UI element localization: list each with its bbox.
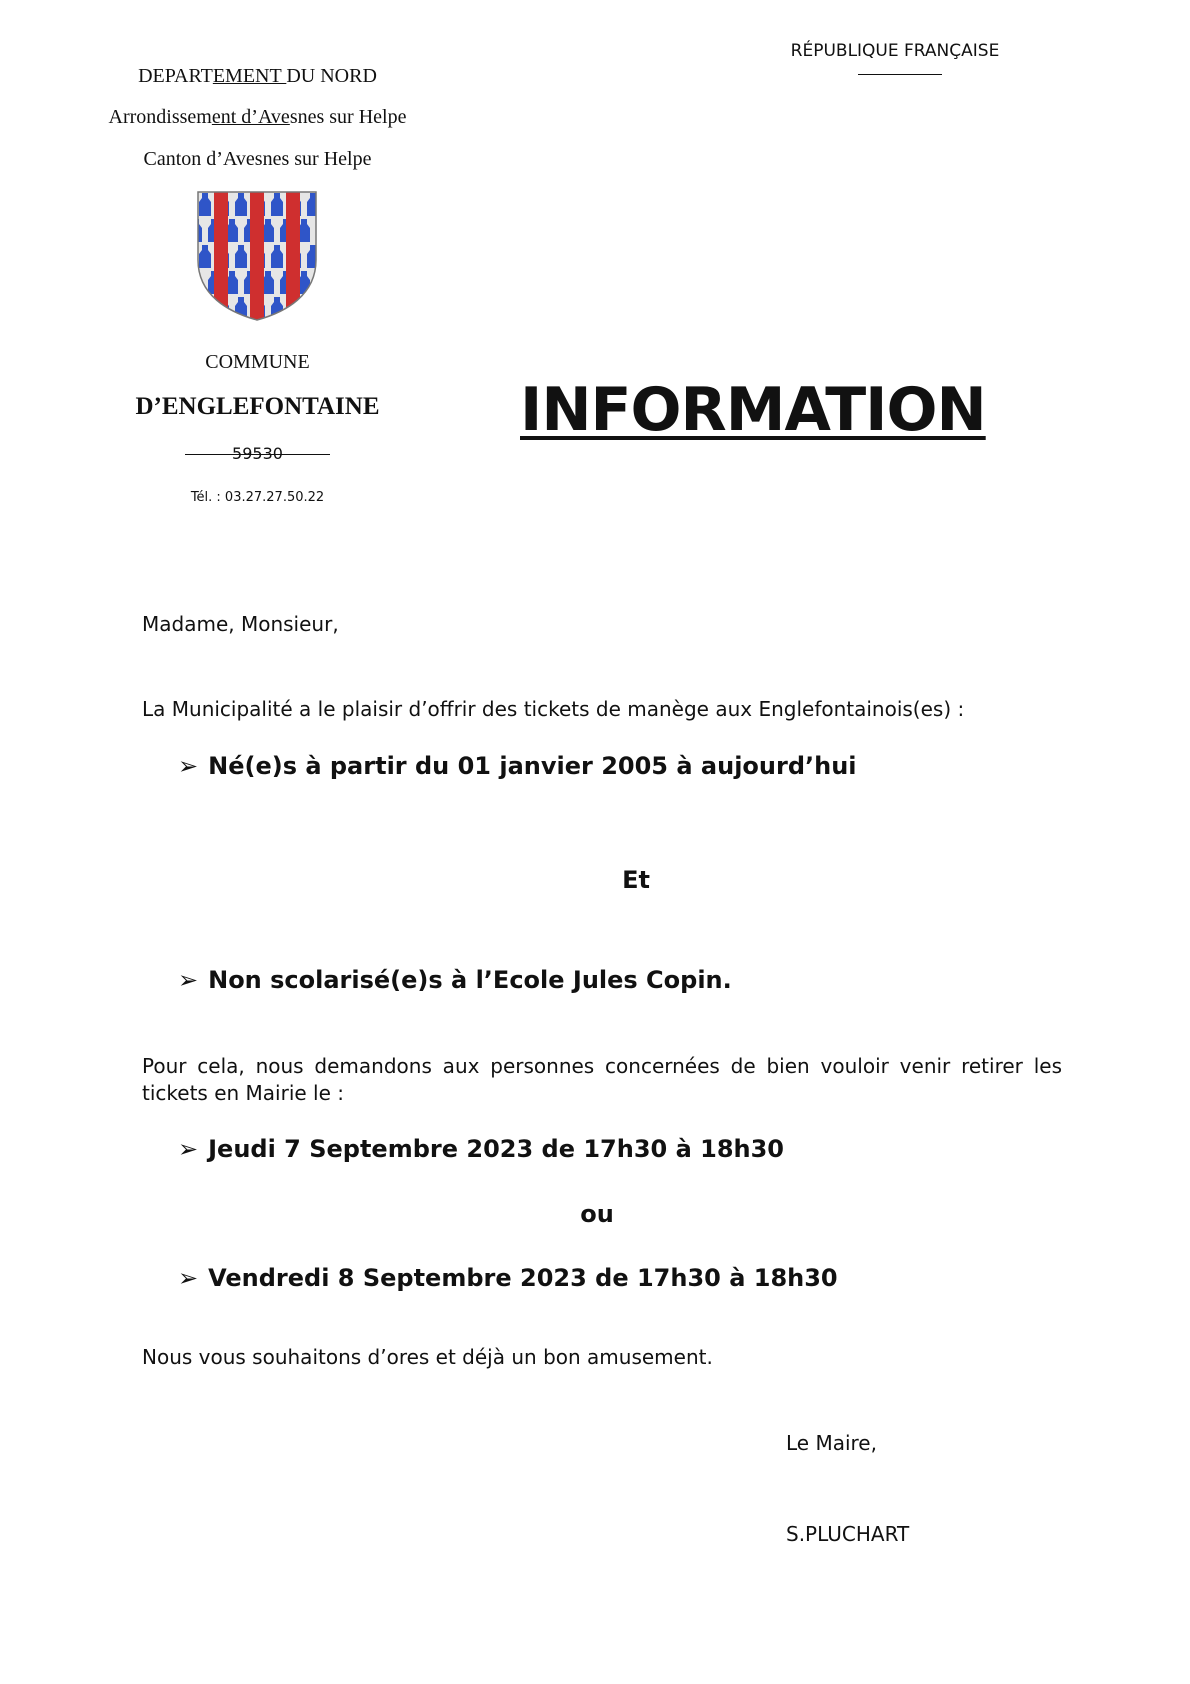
signature-name: S.PLUCHART	[786, 1522, 910, 1546]
conjunction-and: Et	[622, 866, 650, 894]
postcode	[185, 444, 330, 463]
department-prefix: DEPART	[138, 65, 213, 87]
intro-text: La Municipalité a le plaisir d’offrir des tickets de manège aux Englefontainois(es) :	[142, 697, 965, 721]
commune-label: COMMUNE	[205, 351, 310, 373]
request-text: Pour cela, nous demandons aux personnes concernées de bien vouloir venir retirer les tickets en Mairie le :	[142, 1054, 1062, 1105]
arrondissement-suffix: snes sur Helpe	[289, 106, 407, 128]
date-item	[178, 1135, 784, 1163]
signature-role: Le Maire,	[786, 1431, 877, 1455]
arrondissement-prefix: Arrondissem	[108, 106, 212, 128]
phone-number: Tél. : 03.27.27.50.22	[190, 490, 325, 505]
arrow-bullet-icon: ➢	[178, 966, 199, 994]
vair-bell	[307, 297, 318, 320]
page-title: INFORMATION	[520, 375, 986, 445]
criteria-text: Né(e)s à partir du 01 janvier 2005 à aujourd’hui	[208, 752, 857, 780]
date-item	[178, 1264, 838, 1292]
vair-bell	[199, 297, 211, 320]
arrow-bullet-icon: ➢	[178, 1264, 199, 1292]
date-text: Jeudi 7 Septembre 2023 de 17h30 à 18h30	[208, 1135, 785, 1163]
postcode-value: 59530	[232, 444, 283, 463]
pale-3	[286, 190, 300, 322]
department-suffix: DU NORD	[286, 65, 377, 87]
vair-bell	[316, 271, 318, 294]
pale-1	[214, 190, 228, 322]
canton-line: Canton d’Avesnes sur Helpe	[143, 148, 372, 170]
department-line	[85, 65, 430, 88]
criteria-item	[178, 966, 732, 994]
closing-text: Nous vous souhaitons d’ores et déjà un bon amusement.	[142, 1345, 713, 1369]
republic-label: RÉPUBLIQUE FRANÇAISE	[790, 41, 1000, 61]
commune-name: D’ENGLEFONTAINE	[135, 393, 380, 420]
date-text: Vendredi 8 Septembre 2023 de 17h30 à 18h30	[208, 1264, 838, 1292]
arrondissement-underlined: ent d’Ave	[211, 106, 290, 128]
pale-2	[250, 190, 264, 322]
arrondissement-line	[85, 106, 430, 129]
conjunction-or: ou	[580, 1200, 614, 1228]
department-underlined: EMENT	[212, 65, 287, 87]
postcode-strike	[185, 454, 330, 455]
greeting: Madame, Monsieur,	[142, 612, 339, 636]
criteria-item	[178, 752, 857, 780]
arrow-bullet-icon: ➢	[178, 1135, 199, 1163]
republic-rule	[858, 74, 942, 75]
criteria-text: Non scolarisé(e)s à l’Ecole Jules Copin.	[208, 966, 732, 994]
coat-of-arms-icon	[196, 190, 318, 322]
arrow-bullet-icon: ➢	[178, 752, 199, 780]
